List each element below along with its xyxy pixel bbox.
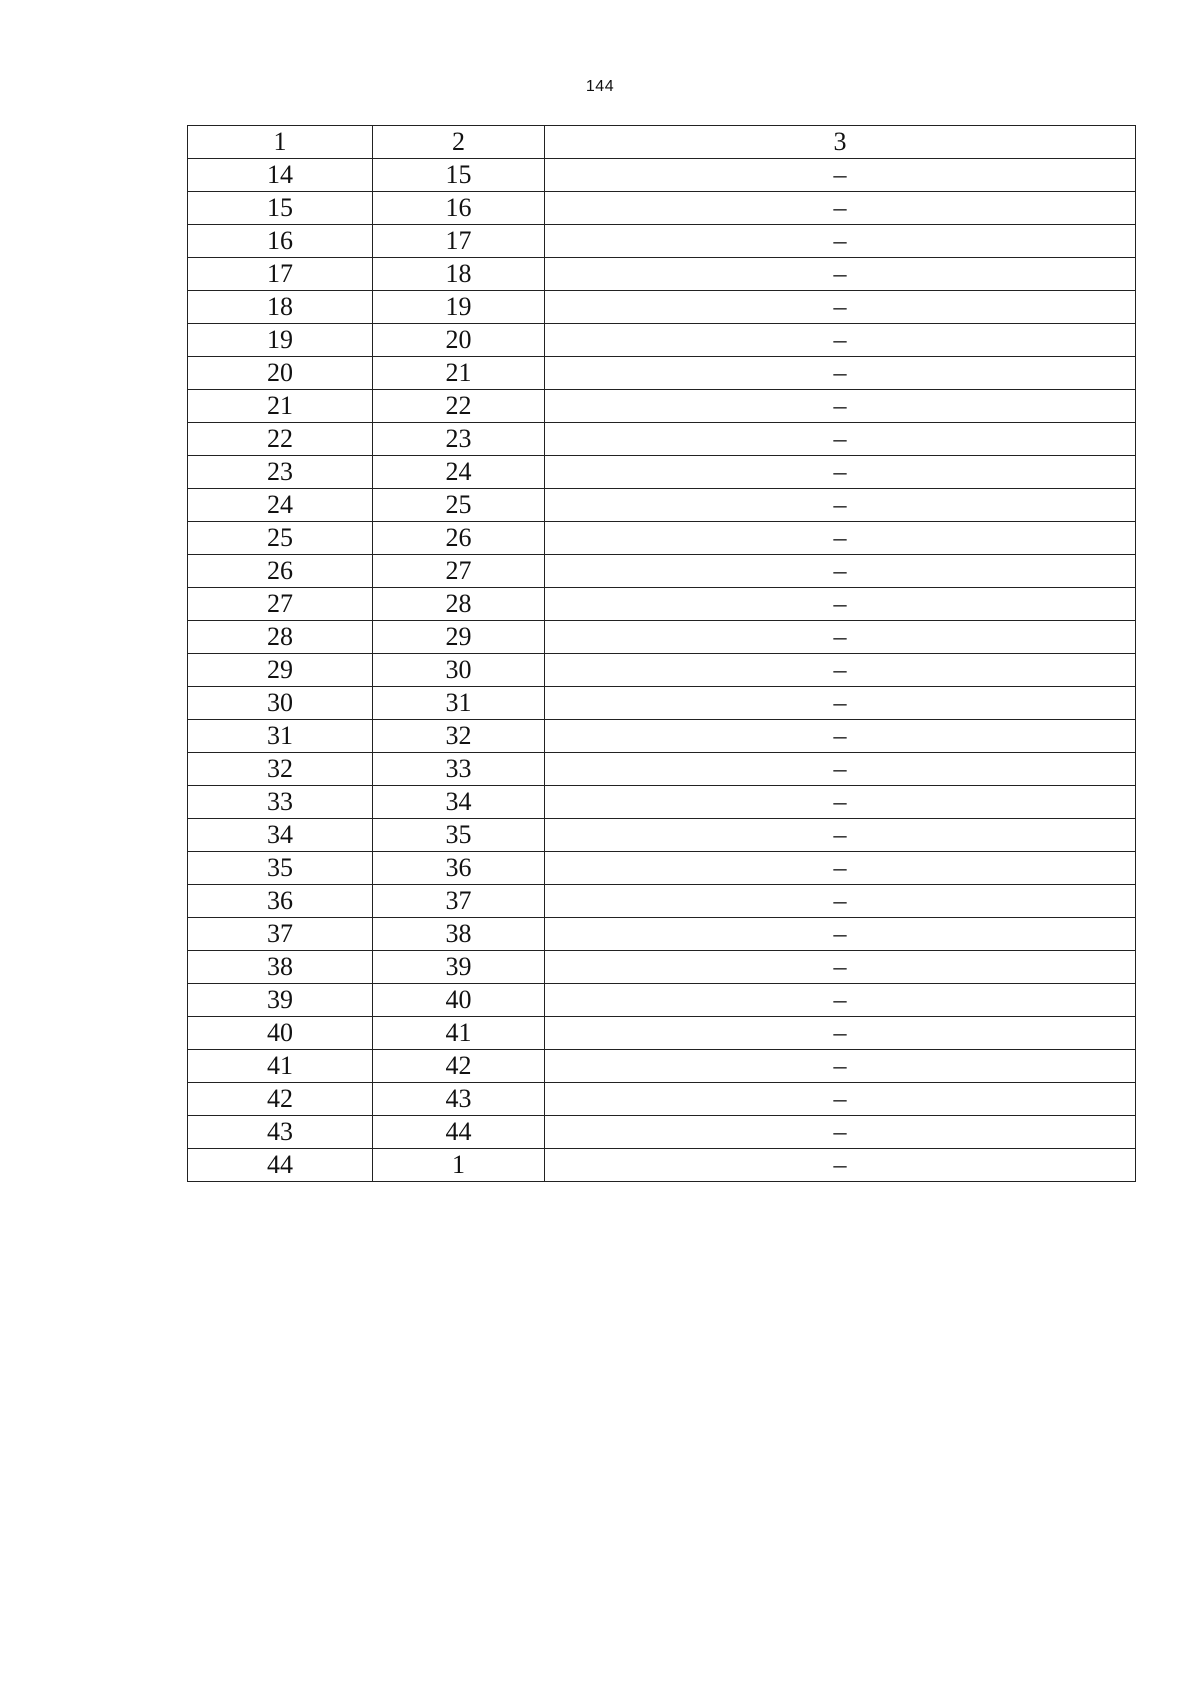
table-cell-col-2: 28: [373, 588, 545, 621]
table-cell-col-2: 23: [373, 423, 545, 456]
table-cell-col-1: 40: [188, 1017, 373, 1050]
table-row: [188, 984, 1136, 1017]
table-cell-col-2: 1: [373, 1149, 545, 1182]
table-row: [188, 324, 1136, 357]
table-header: [188, 126, 1136, 159]
table-cell-col-2: 43: [373, 1083, 545, 1116]
table-cell-col-2: 34: [373, 786, 545, 819]
table-cell-col-3: –: [545, 1149, 1136, 1182]
table-cell-col-2: 41: [373, 1017, 545, 1050]
table-row: [188, 885, 1136, 918]
table-cell-col-2: 16: [373, 192, 545, 225]
header-cell-3: 3: [545, 126, 1136, 159]
table-cell-col-3: –: [545, 687, 1136, 720]
table-cell-col-3: –: [545, 753, 1136, 786]
table-cell-col-3: –: [545, 522, 1136, 555]
table-cell-col-1: 29: [188, 654, 373, 687]
table-cell-col-3: –: [545, 159, 1136, 192]
table-cell-col-2: 36: [373, 852, 545, 885]
table-cell-col-2: 27: [373, 555, 545, 588]
table-row: [188, 918, 1136, 951]
table-cell-col-1: 38: [188, 951, 373, 984]
table-row: [188, 819, 1136, 852]
table-cell-col-2: 17: [373, 225, 545, 258]
table-cell-col-1: 28: [188, 621, 373, 654]
table-row: [188, 489, 1136, 522]
table-row: [188, 951, 1136, 984]
table-row: [188, 852, 1136, 885]
table-cell-col-1: 35: [188, 852, 373, 885]
table-cell-col-2: 42: [373, 1050, 545, 1083]
table-row: [188, 753, 1136, 786]
table-cell-col-1: 17: [188, 258, 373, 291]
table-cell-col-3: –: [545, 1116, 1136, 1149]
table-row: [188, 1083, 1136, 1116]
table-row: [188, 258, 1136, 291]
table-cell-col-3: –: [545, 1083, 1136, 1116]
table-cell-col-2: 24: [373, 456, 545, 489]
table-cell-col-3: –: [545, 555, 1136, 588]
table-cell-col-2: 38: [373, 918, 545, 951]
table-row: [188, 1116, 1136, 1149]
table-cell-col-2: 44: [373, 1116, 545, 1149]
table-cell-col-3: –: [545, 654, 1136, 687]
table-cell-col-2: 20: [373, 324, 545, 357]
table-cell-col-1: 21: [188, 390, 373, 423]
table-row: [188, 456, 1136, 489]
table-cell-col-1: 30: [188, 687, 373, 720]
table-cell-col-1: 32: [188, 753, 373, 786]
table-cell-col-3: –: [545, 984, 1136, 1017]
table-cell-col-1: 18: [188, 291, 373, 324]
table-cell-col-2: 32: [373, 720, 545, 753]
data-table: [187, 125, 1136, 1182]
table-cell-col-1: 25: [188, 522, 373, 555]
table-cell-col-2: 15: [373, 159, 545, 192]
table-cell-col-3: –: [545, 852, 1136, 885]
table-cell-col-3: –: [545, 1017, 1136, 1050]
table-cell-col-2: 29: [373, 621, 545, 654]
table-cell-col-1: 31: [188, 720, 373, 753]
table-row: [188, 555, 1136, 588]
table-cell-col-1: 19: [188, 324, 373, 357]
table-cell-col-2: 30: [373, 654, 545, 687]
table-row: [188, 291, 1136, 324]
table-cell-col-2: 37: [373, 885, 545, 918]
table-cell-col-2: 25: [373, 489, 545, 522]
table-cell-col-3: –: [545, 357, 1136, 390]
table-cell-col-3: –: [545, 456, 1136, 489]
table-row: [188, 390, 1136, 423]
table-cell-col-3: –: [545, 951, 1136, 984]
table-cell-col-2: 18: [373, 258, 545, 291]
table-cell-col-3: –: [545, 819, 1136, 852]
table-cell-col-3: –: [545, 918, 1136, 951]
table-cell-col-2: 33: [373, 753, 545, 786]
table-cell-col-1: 27: [188, 588, 373, 621]
table-cell-col-3: –: [545, 291, 1136, 324]
table-cell-col-1: 26: [188, 555, 373, 588]
table-row: [188, 192, 1136, 225]
table-row: [188, 588, 1136, 621]
header-cell-2: 2: [373, 126, 545, 159]
table-cell-col-2: 22: [373, 390, 545, 423]
table-cell-col-3: –: [545, 786, 1136, 819]
table-row: [188, 1050, 1136, 1083]
header-row: [188, 126, 1136, 159]
table-row: [188, 786, 1136, 819]
table-cell-col-3: –: [545, 192, 1136, 225]
table-row: [188, 621, 1136, 654]
table-cell-col-3: –: [545, 1050, 1136, 1083]
table-row: [188, 1017, 1136, 1050]
table-cell-col-1: 36: [188, 885, 373, 918]
table-cell-col-1: 43: [188, 1116, 373, 1149]
table-row: [188, 1149, 1136, 1182]
table-cell-col-3: –: [545, 390, 1136, 423]
table-row: [188, 357, 1136, 390]
table-cell-col-1: 42: [188, 1083, 373, 1116]
table-cell-col-1: 44: [188, 1149, 373, 1182]
table-cell-col-1: 41: [188, 1050, 373, 1083]
page-number: 144: [585, 78, 615, 95]
table-cell-col-1: 20: [188, 357, 373, 390]
table-cell-col-2: 19: [373, 291, 545, 324]
table-cell-col-1: 37: [188, 918, 373, 951]
table-cell-col-3: –: [545, 225, 1136, 258]
header-cell-1: 1: [188, 126, 373, 159]
table-cell-col-1: 34: [188, 819, 373, 852]
table-row: [188, 225, 1136, 258]
table-body: [188, 159, 1136, 1182]
table-cell-col-3: –: [545, 489, 1136, 522]
table-cell-col-1: 22: [188, 423, 373, 456]
table-row: [188, 654, 1136, 687]
table-cell-col-3: –: [545, 720, 1136, 753]
table-cell-col-1: 15: [188, 192, 373, 225]
table-cell-col-3: –: [545, 885, 1136, 918]
table-row: [188, 159, 1136, 192]
table-cell-col-2: 40: [373, 984, 545, 1017]
table-cell-col-3: –: [545, 258, 1136, 291]
table-cell-col-1: 39: [188, 984, 373, 1017]
table-cell-col-1: 16: [188, 225, 373, 258]
table-cell-col-1: 14: [188, 159, 373, 192]
table-row: [188, 687, 1136, 720]
table-cell-col-3: –: [545, 621, 1136, 654]
table-row: [188, 720, 1136, 753]
table-row: [188, 423, 1136, 456]
table-cell-col-1: 24: [188, 489, 373, 522]
table-cell-col-2: 31: [373, 687, 545, 720]
table-row: [188, 522, 1136, 555]
table-cell-col-2: 21: [373, 357, 545, 390]
table-cell-col-2: 39: [373, 951, 545, 984]
table-cell-col-1: 33: [188, 786, 373, 819]
table-cell-col-3: –: [545, 588, 1136, 621]
table-cell-col-2: 35: [373, 819, 545, 852]
table-cell-col-3: –: [545, 324, 1136, 357]
table-cell-col-2: 26: [373, 522, 545, 555]
table-cell-col-1: 23: [188, 456, 373, 489]
table-cell-col-3: –: [545, 423, 1136, 456]
